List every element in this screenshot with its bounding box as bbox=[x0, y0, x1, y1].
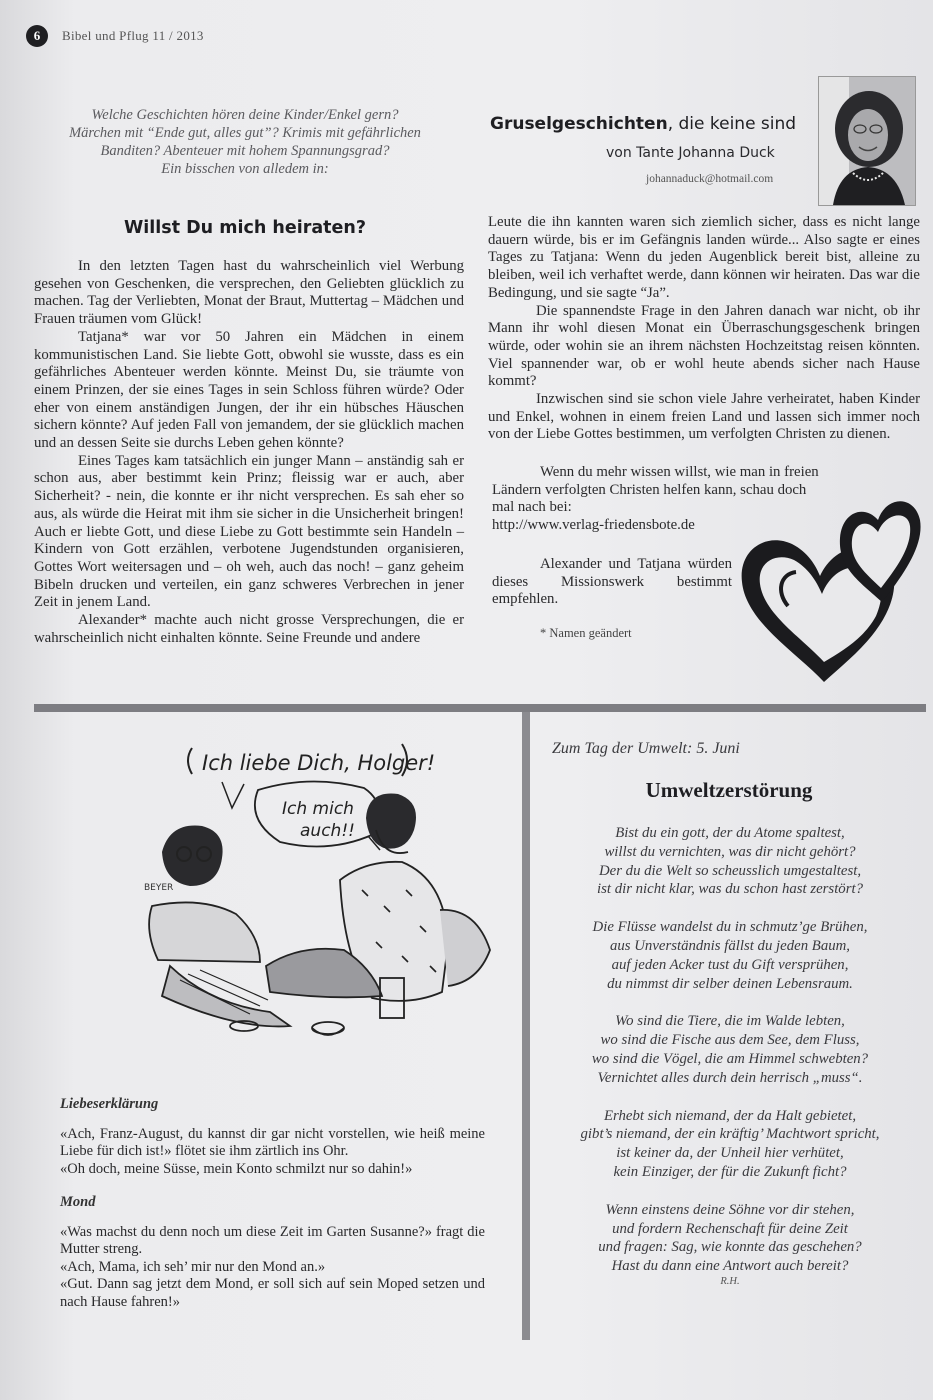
poem-line: aus Unverständnis fällst du jeden Baum, bbox=[609, 937, 851, 954]
article-paragraph: Inzwischen sind sie schon viele Jahre verheiratet, haben Kinder und Enkel, wohnen in einem freien Land und lassen sich immer noch von der Liebe Gottes bestimmen, um verfolgten Christen zu dienen. bbox=[488, 391, 920, 443]
poem-line: Hast du dann eine Antwort auch bereit? bbox=[611, 1258, 849, 1275]
cartoon-signature: BEYER bbox=[144, 883, 174, 893]
poem-body bbox=[540, 824, 920, 1288]
cartoon-bubble-2-line1: Ich mich bbox=[282, 799, 354, 819]
joke-line: «Ach, Franz-August, du kannst dir gar nicht vorstellen, wie heiß meine Liebe für dich ist!» flötet sie ihm zärtlich ins Ohr. bbox=[60, 1125, 485, 1159]
joke-heading: Liebeserklärung bbox=[60, 1096, 159, 1112]
page-number-badge: 6 bbox=[26, 25, 48, 47]
poem-stanza bbox=[540, 1107, 920, 1182]
intro-line: Märchen mit “Ende gut, alles gut”? Krimis mit gefährlichen bbox=[69, 125, 421, 141]
poem-line: ist keiner da, der Unheil hier verhütet, bbox=[616, 1145, 844, 1162]
website-link[interactable]: http://www.verlag-friedensbote.de bbox=[492, 517, 695, 534]
recommendation-text: Alexander und Tatjana würden dieses Missionswerk bestimmt empfehlen. bbox=[492, 556, 732, 608]
author-email[interactable]: johannaduck@hotmail.com bbox=[646, 173, 774, 185]
contact-text: Wenn du mehr wissen willst, wie man in freien Ländern verfolgten Christen helfen kann, schau doch mal nach bei: bbox=[492, 464, 819, 516]
column-author: von Tante Johanna Duck bbox=[606, 145, 775, 161]
article-paragraph: Die spannendste Frage in den Jahren danach war nicht, ob ihr Mann ihr wohl diesen Monat ein Überraschungsgeschenk bringen würde, oder wohin sie an ihrem nächsten Hochzeitstag reisen könnten. Viel spannender war, ob er wohl heute abends sicher nach Hause kommt? bbox=[488, 302, 920, 390]
cartoon-bubble-1: Ich liebe Dich, Holger! bbox=[202, 751, 436, 775]
poem-stanza bbox=[540, 1201, 920, 1276]
article-left-column bbox=[34, 258, 464, 647]
poem-line: wo sind die Vögel, die am Himmel schwebten? bbox=[591, 1050, 869, 1067]
author-photo bbox=[818, 76, 916, 206]
poem-line: und fordern Rechenschaft für deine Zeit bbox=[612, 1220, 848, 1237]
poem-signature: R.H. bbox=[720, 1275, 740, 1287]
intro-text bbox=[40, 106, 450, 178]
horizontal-divider bbox=[34, 704, 926, 712]
poem-line: Erhebt sich niemand, der da Halt gebietet, bbox=[603, 1107, 857, 1124]
vertical-divider bbox=[522, 712, 530, 1340]
joke-line: «Gut. Dann sag jetzt dem Mond, er soll sich auf sein Moped setzen und nach Hause fahren!» bbox=[60, 1276, 485, 1310]
recommendation-block bbox=[492, 556, 732, 609]
poem-line: willst du vernichten, was dir nicht gehört? bbox=[604, 843, 856, 860]
poem-stanza bbox=[540, 1012, 920, 1087]
poem-line: du nimmst dir selber deinen Lebensraum. bbox=[607, 975, 853, 992]
poem-stanza bbox=[540, 918, 920, 993]
joke-line: «Was machst du denn noch um diese Zeit im Garten Susanne?» fragt die Mutter streng. bbox=[60, 1223, 485, 1257]
intro-line: Welche Geschichten hören deine Kinder/Enkel gern? bbox=[91, 107, 399, 123]
article-paragraph: Alexander* machte auch nicht grosse Versprechungen, die er wahrscheinlich nicht einhalten könnte. Seine Freunde und andere bbox=[34, 612, 464, 646]
poem-title: Umweltzerstörung bbox=[645, 778, 813, 802]
poem-line: Der du die Welt so scheusslich umgestaltest, bbox=[598, 862, 862, 879]
article-title: Willst Du mich heiraten? bbox=[123, 218, 367, 238]
column-title bbox=[490, 114, 796, 134]
joke-line: «Ach, Mama, ich seh’ mir nur den Mond an.» bbox=[60, 1258, 326, 1275]
poem-line: Bist du ein gott, der du Atome spaltest, bbox=[615, 825, 845, 841]
article-paragraph: In den letzten Tagen hast du wahrscheinlich viel Werbung gesehen von Geschenken, die versprechen, den Geliebten glücklich zu machen. Tag der Verliebten, Monat der Braut, Muttertag – Mädchen und Frauen träumen vom Glück! bbox=[34, 258, 464, 328]
article-right-column bbox=[488, 214, 920, 444]
column-title-rest: , die keine sind bbox=[667, 114, 797, 134]
poem-line: gibt’s niemand, der ein kräftig’ Machtwort spricht, bbox=[580, 1126, 880, 1143]
column-title-bold: Gruselgeschichten bbox=[490, 114, 668, 134]
poem-line: Wo sind die Tiere, die im Walde lebten, bbox=[615, 1013, 845, 1030]
article-paragraph: Tatjana* war vor 50 Jahren ein Mädchen in einem kommunistischen Land. Sie liebte Gott, obwohl sie wusste, dass es ein gefährliches Abenteuer werden könnte. Meinst Du, sie träumte von einem Prinzen, der sie eines Tages in sein Schloss führen würde? Oder eher von einem anständigen Jungen, der ihr ein hübsches Häuschen sichern könnte? Auf jeden Fall von jemandem, der sie glücklich machen und an dessen Seite sie durchs Leben gehen könnte? bbox=[34, 328, 464, 452]
jokes-section bbox=[60, 1096, 485, 1311]
cartoon-illustration bbox=[140, 730, 500, 1050]
poem-line: Die Flüsse wandelst du in schmutz’ge Brühen, bbox=[592, 919, 868, 936]
poem-line: wo sind die Fische aus dem See, dem Fluss, bbox=[600, 1032, 860, 1049]
joke-line: «Oh doch, meine Süsse, mein Konto schmilzt nur so dahin!» bbox=[60, 1160, 413, 1177]
intro-line: Banditen? Abenteuer mit hohem Spannungsgrad? bbox=[100, 143, 390, 159]
poem-line: und fragen: Sag, wie konnte das geschehen? bbox=[598, 1239, 862, 1256]
intro-line: Ein bisschen von alledem in: bbox=[161, 161, 329, 177]
joke-heading: Mond bbox=[60, 1194, 96, 1210]
magazine-header: Bibel und Pflug 11 / 2013 bbox=[62, 28, 204, 43]
poem-line: auf jeden Acker tust du Gift versprühen, bbox=[611, 956, 849, 973]
hearts-illustration bbox=[736, 482, 926, 692]
article-paragraph: Eines Tages kam tatsächlich ein junger Mann – anständig sah er schon aus, aber bestimmt kein Prinz; fleissig war er auch, aber Sicherheit? - nein, die konnte er ihr nicht versprechen. Es sah eher so aus, als würde die Heirat mit ihm sie sicher in die Unsicherheit bringen! Auch er liebte Gott, und diese Liebe zu Gott bestimmte sein Handeln – Kindern von Gott erzählen, verbotene Jugendstunden organisieren, Gottes Wort weitersagen und – oh weh, auch das noch! – ganz geheim Bibeln drucken und verteilen, ein ganz schweres Verbrechen in jener Zeit in jenem Land. bbox=[34, 452, 464, 611]
poem-line: kein Einziger, der für die Zukunft ficht? bbox=[613, 1163, 847, 1180]
article-paragraph: Leute die ihn kannten waren sich ziemlich sicher, dass es nicht lange dauern würde, bis er im Gefängnis landen würde... Also sagte er eines Tages zu Tatjana: Wenn du jeden Augenblick bereit bist, alleine zu bleiben, weil ich verhaftet werde, dann können wir heiraten. Das war die Bedingung, und sie sagte “Ja”. bbox=[488, 214, 920, 301]
cartoon-bubble-2-line2: auch!! bbox=[300, 821, 355, 841]
poem-occasion: Zum Tag der Umwelt: 5. Juni bbox=[552, 740, 740, 757]
poem-line: Wenn einstens deine Söhne vor dir stehen, bbox=[605, 1201, 855, 1218]
footnote: * Namen geändert bbox=[540, 626, 632, 640]
poem-line: Vernichtet alles durch dein herrisch „muss“. bbox=[597, 1069, 863, 1086]
poem-line: ist dir nicht klar, was du schon hast zerstört? bbox=[597, 881, 863, 898]
poem-stanza bbox=[540, 824, 920, 899]
